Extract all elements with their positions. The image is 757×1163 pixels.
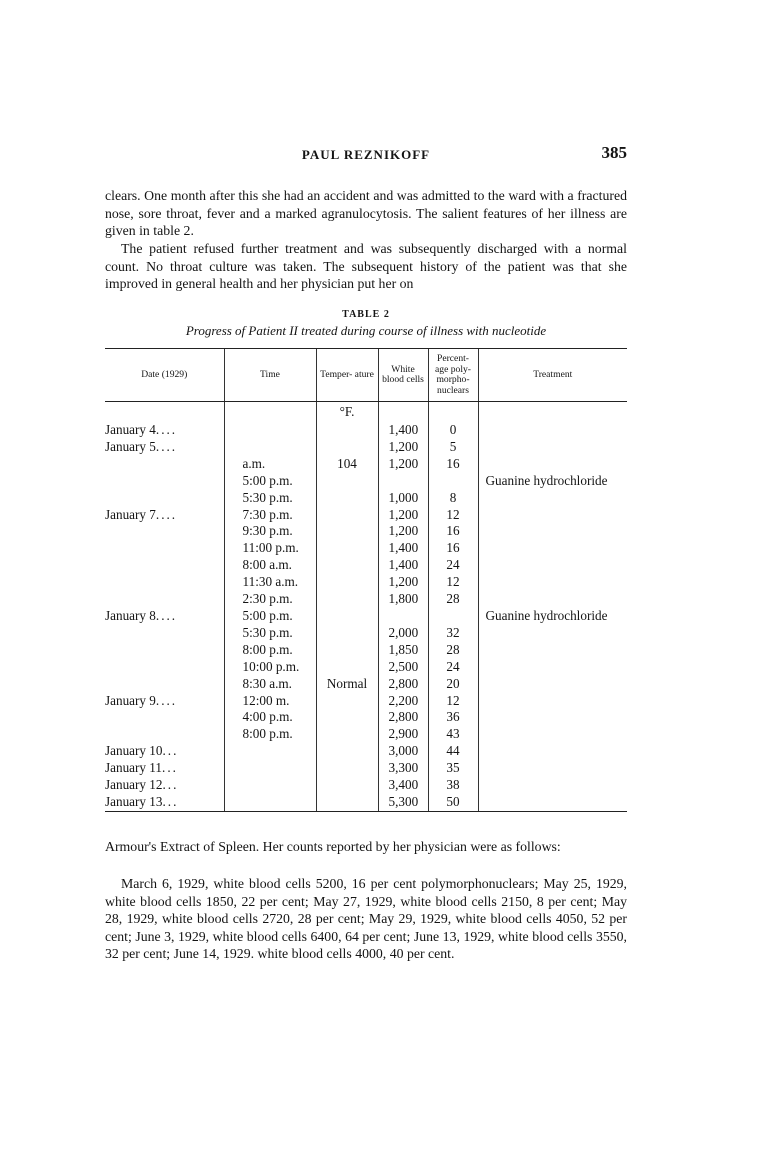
cell-tx <box>478 490 627 507</box>
cell-date <box>105 456 224 473</box>
cell-pct: 35 <box>428 760 478 777</box>
leader-dots: .... <box>155 506 178 522</box>
cell-date <box>105 693 224 710</box>
cell-temp <box>316 726 378 743</box>
cell-wbc: 2,000 <box>378 625 428 642</box>
cell-wbc: 1,200 <box>378 439 428 456</box>
table-row <box>105 456 627 473</box>
table-row <box>105 642 627 659</box>
paragraph-1: clears. One month after this she had an accident and was admitted to the ward with a fractured nose, sore throat, fever and a marked agranulocytosis. The salient features of her illness are given in table 2. <box>105 188 627 238</box>
cell-time: 5:30 p.m. <box>224 490 316 507</box>
table-row <box>105 540 627 557</box>
cell-wbc: 3,300 <box>378 760 428 777</box>
cell-tx: Guanine hydrochloride <box>478 608 627 625</box>
cell-tx <box>478 659 627 676</box>
cell-pct: 32 <box>428 625 478 642</box>
cell-pct: 12 <box>428 693 478 710</box>
cell-wbc: 1,400 <box>378 540 428 557</box>
cell-time: 8:30 a.m. <box>224 676 316 693</box>
cell-date <box>105 625 224 642</box>
cell-time: 11:00 p.m. <box>224 540 316 557</box>
cell-wbc: 2,900 <box>378 726 428 743</box>
cell-temp <box>316 794 378 811</box>
cell-wbc: 2,200 <box>378 693 428 710</box>
cell-date <box>105 439 224 456</box>
cell-pct: 36 <box>428 709 478 726</box>
cell-time: 8:00 a.m. <box>224 557 316 574</box>
cell-date <box>105 574 224 591</box>
cell-pct: 50 <box>428 794 478 811</box>
data-table <box>105 348 627 812</box>
cell-tx <box>478 625 627 642</box>
cell-tx <box>478 574 627 591</box>
col-header-time: Time <box>224 349 316 402</box>
cell-tx <box>478 507 627 524</box>
cell-temp <box>316 557 378 574</box>
cell-time: 4:00 p.m. <box>224 709 316 726</box>
paragraph-3: Armour's Extract of Spleen. Her counts reported by her physician were as follows: <box>105 839 561 854</box>
cell-pct: 16 <box>428 540 478 557</box>
table-row <box>105 760 627 777</box>
cell-time: 2:30 p.m. <box>224 591 316 608</box>
cell-date <box>105 659 224 676</box>
cell-time <box>224 794 316 811</box>
cell-pct: 28 <box>428 591 478 608</box>
cell-time <box>224 743 316 760</box>
cell-tx <box>478 794 627 811</box>
cell-tx: Guanine hydrochloride <box>478 473 627 490</box>
table-row <box>105 709 627 726</box>
page-number: 385 <box>601 143 627 162</box>
cell-pct: 24 <box>428 557 478 574</box>
cell-temp <box>316 743 378 760</box>
cell-temp <box>316 693 378 710</box>
table-row <box>105 676 627 693</box>
cell-time: 5:30 p.m. <box>224 625 316 642</box>
cell-time <box>224 777 316 794</box>
cell-time: 5:00 p.m. <box>224 473 316 490</box>
cell-date <box>105 608 224 625</box>
cell-pct: 16 <box>428 456 478 473</box>
cell-date <box>105 490 224 507</box>
cell-wbc: 2,800 <box>378 709 428 726</box>
cell-time <box>224 439 316 456</box>
cell-date <box>105 676 224 693</box>
leader-dots: .... <box>155 438 178 454</box>
cell-date <box>105 591 224 608</box>
cell-time: 10:00 p.m. <box>224 659 316 676</box>
cell-wbc: 1,200 <box>378 456 428 473</box>
cell-pct: 0 <box>428 422 478 439</box>
cell-tx <box>478 726 627 743</box>
table-row <box>105 422 627 439</box>
table-row <box>105 726 627 743</box>
cell-date <box>105 557 224 574</box>
table-row <box>105 591 627 608</box>
cell-tx <box>478 760 627 777</box>
col-header-treatment: Treatment <box>478 349 627 402</box>
date-label: January 9 <box>105 692 156 708</box>
paragraph-4: March 6, 1929, white blood cells 5200, 16 per cent polymorphonuclears; May 25, 1929, white blood cells 1850, 22 per cent; May 27, 1929, white blood cells 2150, 8 per cent; May 28, 1929, white blood cells 2720, 28 per cent; May 29, 1929, white blood cells 4050, 52 per cent; June 3, 1929, white blood cells 6400, 64 per cent; June 13, 1929, white blood cells 3550, 32 per cent; June 14, 1929. white blood cells 4000, 40 per cent. <box>105 876 627 961</box>
cell-pct: 12 <box>428 507 478 524</box>
cell-date <box>105 473 224 490</box>
cell-pct: 44 <box>428 743 478 760</box>
cell-tx <box>478 540 627 557</box>
cell-temp <box>316 473 378 490</box>
cell-date <box>105 507 224 524</box>
cell-wbc: 5,300 <box>378 794 428 811</box>
cell-wbc: 2,500 <box>378 659 428 676</box>
cell-date <box>105 540 224 557</box>
cell-temp <box>316 523 378 540</box>
cell-date <box>105 422 224 439</box>
cell-wbc: 1,850 <box>378 642 428 659</box>
cell-tx <box>478 743 627 760</box>
date-label: January 4 <box>105 422 156 437</box>
cell-tx <box>478 422 627 439</box>
cell-tx <box>478 439 627 456</box>
cell-temp <box>316 490 378 507</box>
table-row <box>105 693 627 710</box>
cell-tx <box>478 676 627 693</box>
cell-date <box>105 794 224 811</box>
table-row <box>105 743 627 760</box>
date-label: January 8 <box>105 607 156 623</box>
cell-pct: 5 <box>428 439 478 456</box>
date-label: January 5 <box>105 438 156 454</box>
cell-tx <box>478 709 627 726</box>
cell-temp <box>316 709 378 726</box>
cell-wbc: 3,000 <box>378 743 428 760</box>
cell-wbc: 1,200 <box>378 507 428 524</box>
cell-pct: 43 <box>428 726 478 743</box>
leader-dots: .... <box>155 692 178 708</box>
leader-dots: ... <box>162 793 179 809</box>
table-row <box>105 625 627 642</box>
table-body <box>105 402 627 812</box>
cell-time <box>224 422 316 439</box>
cell-temp <box>316 540 378 557</box>
cell-temp <box>316 777 378 794</box>
cell-wbc: 3,400 <box>378 777 428 794</box>
table-row <box>105 557 627 574</box>
cell-time: 5:00 p.m. <box>224 608 316 625</box>
cell-pct <box>428 473 478 490</box>
cell-wbc <box>378 608 428 625</box>
table-header-row <box>105 349 627 402</box>
col-header-white-blood-cells: White blood cells <box>378 349 428 402</box>
table-number: TABLE 2 <box>342 309 390 320</box>
cell-date <box>105 760 224 777</box>
date-label: January 10 <box>105 743 163 759</box>
cell-tx <box>478 591 627 608</box>
cell-wbc: 1,200 <box>378 574 428 591</box>
cell-temp <box>316 659 378 676</box>
cell-time: 12:00 m. <box>224 693 316 710</box>
cell-wbc: 1,800 <box>378 591 428 608</box>
unit-row <box>105 402 627 423</box>
cell-date <box>105 642 224 659</box>
table-title: Progress of Patient II treated during course of illness with nucleotide <box>185 323 547 338</box>
cell-date <box>105 777 224 794</box>
cell-temp: Normal <box>316 676 378 693</box>
leader-dots: .... <box>155 607 178 623</box>
col-header-date: Date (1929) <box>105 349 224 402</box>
leader-dots: ... <box>162 760 178 776</box>
cell-time <box>224 760 316 777</box>
table-row <box>105 574 627 591</box>
cell-wbc: 1,200 <box>378 523 428 540</box>
cell-time: a.m. <box>224 456 316 473</box>
cell-tx <box>478 557 627 574</box>
cell-wbc: 1,400 <box>378 422 428 439</box>
leader-dots: ... <box>162 743 179 759</box>
cell-pct: 12 <box>428 574 478 591</box>
cell-time: 9:30 p.m. <box>224 523 316 540</box>
table-row <box>105 659 627 676</box>
cell-temp <box>316 507 378 524</box>
date-label: January 7 <box>105 506 156 522</box>
cell-tx <box>478 456 627 473</box>
cell-temp <box>316 760 378 777</box>
running-header-author: PAUL REZNIKOFF <box>301 147 431 162</box>
cell-temp: 104 <box>316 456 378 473</box>
paragraph-2: The patient refused further treatment and was subsequently discharged with a normal count. No throat culture was taken. The subsequent history of the patient was that she improved in general health and her physician put her on <box>105 241 627 291</box>
cell-pct <box>428 608 478 625</box>
cell-date <box>105 726 224 743</box>
table-caption <box>105 309 627 339</box>
cell-time: 8:00 p.m. <box>224 642 316 659</box>
cell-pct: 28 <box>428 642 478 659</box>
table-row <box>105 473 627 490</box>
cell-temp <box>316 591 378 608</box>
temperature-unit: °F. <box>316 402 378 423</box>
col-header-temperature: Temper- ature <box>316 349 378 402</box>
cell-tx <box>478 523 627 540</box>
cell-temp <box>316 642 378 659</box>
cell-pct: 38 <box>428 777 478 794</box>
cell-temp <box>316 608 378 625</box>
cell-time: 11:30 a.m. <box>224 574 316 591</box>
cell-date <box>105 523 224 540</box>
cell-date <box>105 743 224 760</box>
table-row <box>105 439 627 456</box>
leader-dots: .... <box>155 422 178 437</box>
cell-wbc <box>378 473 428 490</box>
col-header-percentage-polymorphonuclears: Percent- age poly- morpho- nuclears <box>428 349 478 402</box>
table-row <box>105 523 627 540</box>
cell-pct: 24 <box>428 659 478 676</box>
leader-dots: ... <box>162 777 179 793</box>
cell-wbc: 1,000 <box>378 490 428 507</box>
table-row <box>105 608 627 625</box>
table-row <box>105 490 627 507</box>
date-label: January 12 <box>105 777 163 793</box>
cell-tx <box>478 777 627 794</box>
cell-tx <box>478 642 627 659</box>
cell-wbc: 1,400 <box>378 557 428 574</box>
cell-temp <box>316 422 378 439</box>
table-row <box>105 777 627 794</box>
cell-pct: 8 <box>428 490 478 507</box>
cell-pct: 20 <box>428 676 478 693</box>
cell-temp <box>316 625 378 642</box>
cell-date <box>105 709 224 726</box>
cell-tx <box>478 693 627 710</box>
cell-pct: 16 <box>428 523 478 540</box>
date-label: January 11 <box>105 760 163 776</box>
table-row <box>105 507 627 524</box>
table-row <box>105 794 627 811</box>
cell-wbc: 2,800 <box>378 676 428 693</box>
cell-time: 8:00 p.m. <box>224 726 316 743</box>
date-label: January 13 <box>105 793 163 809</box>
cell-time: 7:30 p.m. <box>224 507 316 524</box>
cell-temp <box>316 574 378 591</box>
cell-temp <box>316 439 378 456</box>
